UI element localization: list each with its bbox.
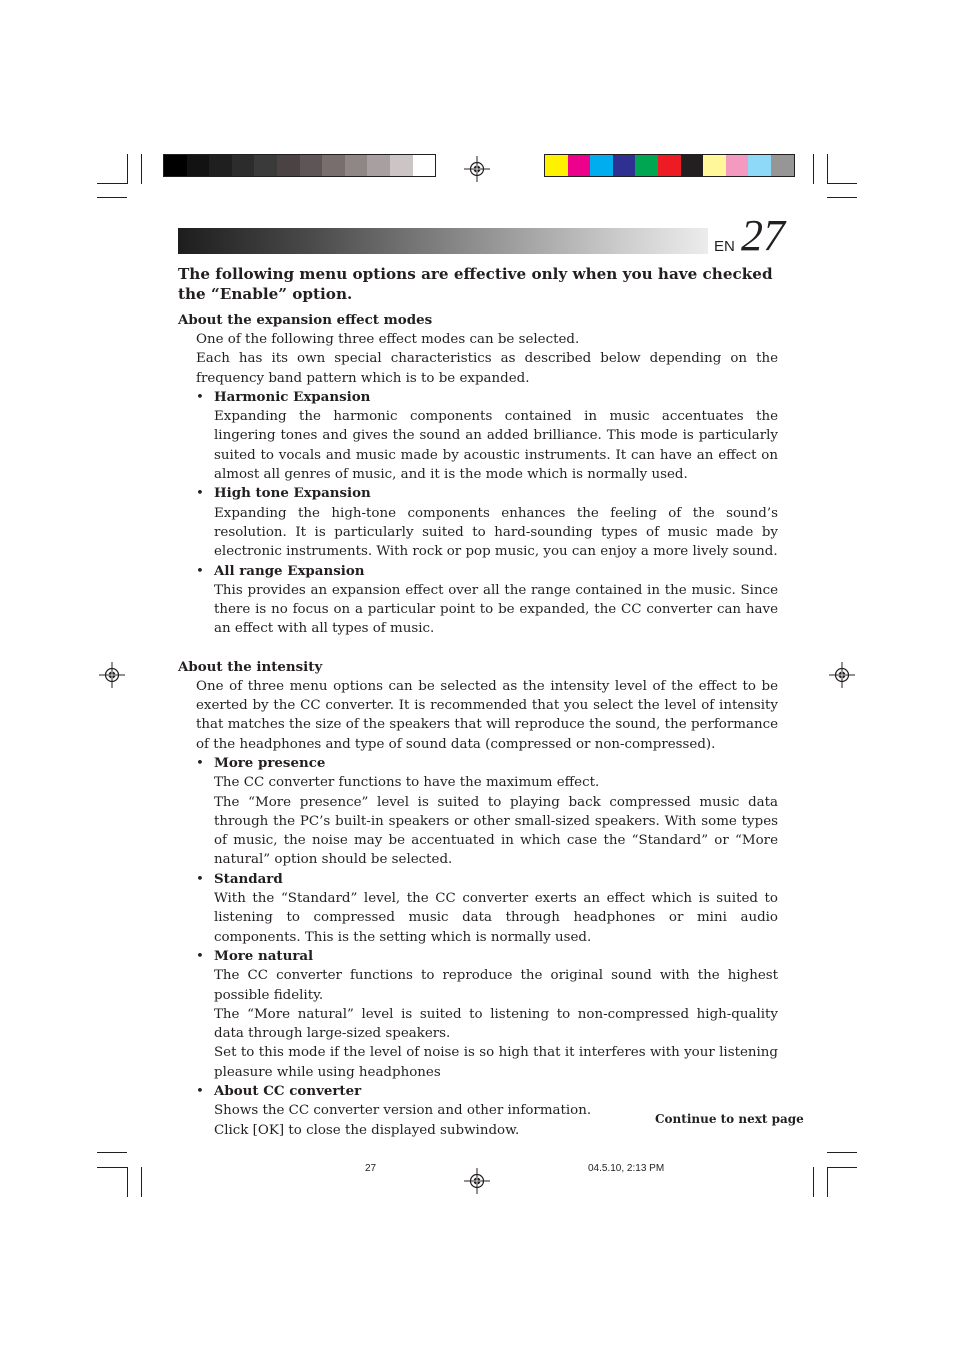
color-swatch <box>390 155 413 176</box>
crop-mark <box>97 197 127 198</box>
color-swatch <box>771 155 794 176</box>
list-item-body: The CC converter functions to have the maximum effect. <box>214 775 600 791</box>
crop-mark <box>827 1167 857 1168</box>
lead-paragraph: The following menu options are effective only when you have checked the “Enable” option. <box>178 265 773 303</box>
list-item <box>214 562 778 639</box>
section-heading-intensity: About the intensity <box>178 658 323 675</box>
crop-mark <box>97 1152 127 1153</box>
footer-page-number: 27 <box>365 1163 377 1174</box>
list-item-body: Click [OK] to close the displayed subwindow. <box>214 1122 520 1138</box>
list-item-body: The “More presence” level is suited to playing back compressed music data through the PC’s built-in speakers or other small-sized speakers. With some types of music, the noise may be accentuated in which case the “Standard” or “More natural” option should be selected. <box>214 794 778 868</box>
color-swatch <box>164 155 187 176</box>
crop-mark <box>827 1152 857 1153</box>
crop-mark <box>141 154 142 184</box>
list-item-body: The “More natural” level is suited to listening to non-compressed high-quality data through large-sized speakers. <box>214 1006 778 1042</box>
list-item-body: Expanding the high-tone components enhances the feeling of the sound’s resolution. It is particularly suited to hard-sounding types of music made by electronic instruments. With rock or pop music, you can enjoy a more lively sound. <box>214 505 778 560</box>
color-swatch <box>232 155 255 176</box>
color-swatch <box>277 155 300 176</box>
section-heading-expansion: About the expansion effect modes <box>178 312 433 328</box>
list-item <box>214 947 778 1082</box>
color-swatch <box>726 155 749 176</box>
list-item-body: This provides an expansion effect over all the range contained in the music. Since there is no focus on a particular point to be expanded, the CC converter can have an effect with all types of music. <box>214 582 778 637</box>
list-item-body: Expanding the harmonic components contained in music accentuates the lingering tones and gives the sound an added brilliance. This mode is particularly suited to vocals and music made by acoustic instruments. It can have an effect on almost all genres of music, and it is the mode which is normally used. <box>214 409 778 483</box>
list-item <box>214 388 778 484</box>
registration-mark-icon <box>99 662 125 688</box>
paragraph: One of three menu options can be selected as the intensity level of the effect to be exerted by the CC converter. It is recommended that you select the level of intensity that matches the size of the speakers that will reproduce the sound, the performance of the headphones and type of sound data (compressed or non-compressed). <box>196 678 778 752</box>
language-label: EN <box>714 238 735 255</box>
registration-mark-icon <box>829 662 855 688</box>
main-content <box>178 265 778 1140</box>
list-item-title: • All range Expansion <box>214 562 778 581</box>
list-item <box>214 754 778 870</box>
list-item-title: • Standard <box>214 870 778 889</box>
list-item-body: Shows the CC converter version and other information. <box>214 1103 592 1119</box>
crop-mark <box>141 1167 142 1197</box>
list-item-title: • Harmonic Expansion <box>214 388 778 407</box>
spacer <box>178 639 778 658</box>
list-item <box>214 1082 778 1140</box>
crop-mark <box>827 197 857 198</box>
crop-mark <box>97 1167 127 1168</box>
color-swatch <box>748 155 771 176</box>
crop-mark <box>127 154 128 184</box>
registration-mark-icon <box>464 1168 490 1194</box>
list-item-title: • High tone Expansion <box>214 484 778 503</box>
grayscale-color-bar <box>163 154 436 177</box>
list-item-body: With the “Standard” level, the CC converter exerts an effect which is suited to listening to compressed music data through headphones or mini audio components. This is the setting which is normally used. <box>214 891 778 945</box>
color-swatch <box>703 155 726 176</box>
color-swatch <box>545 155 568 176</box>
crop-mark <box>127 1167 128 1197</box>
list-item-body: Set to this mode if the level of noise is so high that it interferes with your listening pleasure while using headphones <box>214 1045 778 1080</box>
color-swatch <box>300 155 323 176</box>
list-item <box>214 870 778 947</box>
registration-mark-icon <box>464 156 490 182</box>
paragraph: One of the following three effect modes can be selected. <box>196 332 580 347</box>
footer-timestamp: 04.5.10, 2:13 PM <box>588 1163 665 1174</box>
color-swatch <box>209 155 232 176</box>
list-item-title: • More natural <box>214 947 778 966</box>
list-item-body: The CC converter functions to reproduce the original sound with the highest possible fidelity. <box>214 968 778 1003</box>
color-swatch <box>568 155 591 176</box>
crop-mark <box>813 154 814 184</box>
crop-mark <box>827 1167 828 1197</box>
color-swatch <box>187 155 210 176</box>
crop-mark <box>827 154 828 184</box>
color-swatch <box>613 155 636 176</box>
crop-mark <box>827 183 857 184</box>
paragraph: Each has its own special characteristics as described below depending on the frequency band pattern which is to be expanded. <box>196 351 778 386</box>
process-color-bar <box>544 154 795 177</box>
list-item-title: • About CC converter <box>214 1082 778 1101</box>
color-swatch <box>367 155 390 176</box>
color-swatch <box>413 155 436 176</box>
crop-mark <box>813 1167 814 1197</box>
color-swatch <box>322 155 345 176</box>
color-swatch <box>345 155 368 176</box>
list-item-title: • More presence <box>214 754 778 773</box>
crop-mark <box>97 183 127 184</box>
header-gradient-bar <box>178 228 708 254</box>
color-swatch <box>658 155 681 176</box>
color-swatch <box>635 155 658 176</box>
continue-note: Continue to next page <box>655 1112 804 1126</box>
color-swatch <box>254 155 277 176</box>
color-swatch <box>590 155 613 176</box>
page-number: 27 <box>741 211 785 260</box>
list-item <box>214 484 778 561</box>
color-swatch <box>681 155 704 176</box>
